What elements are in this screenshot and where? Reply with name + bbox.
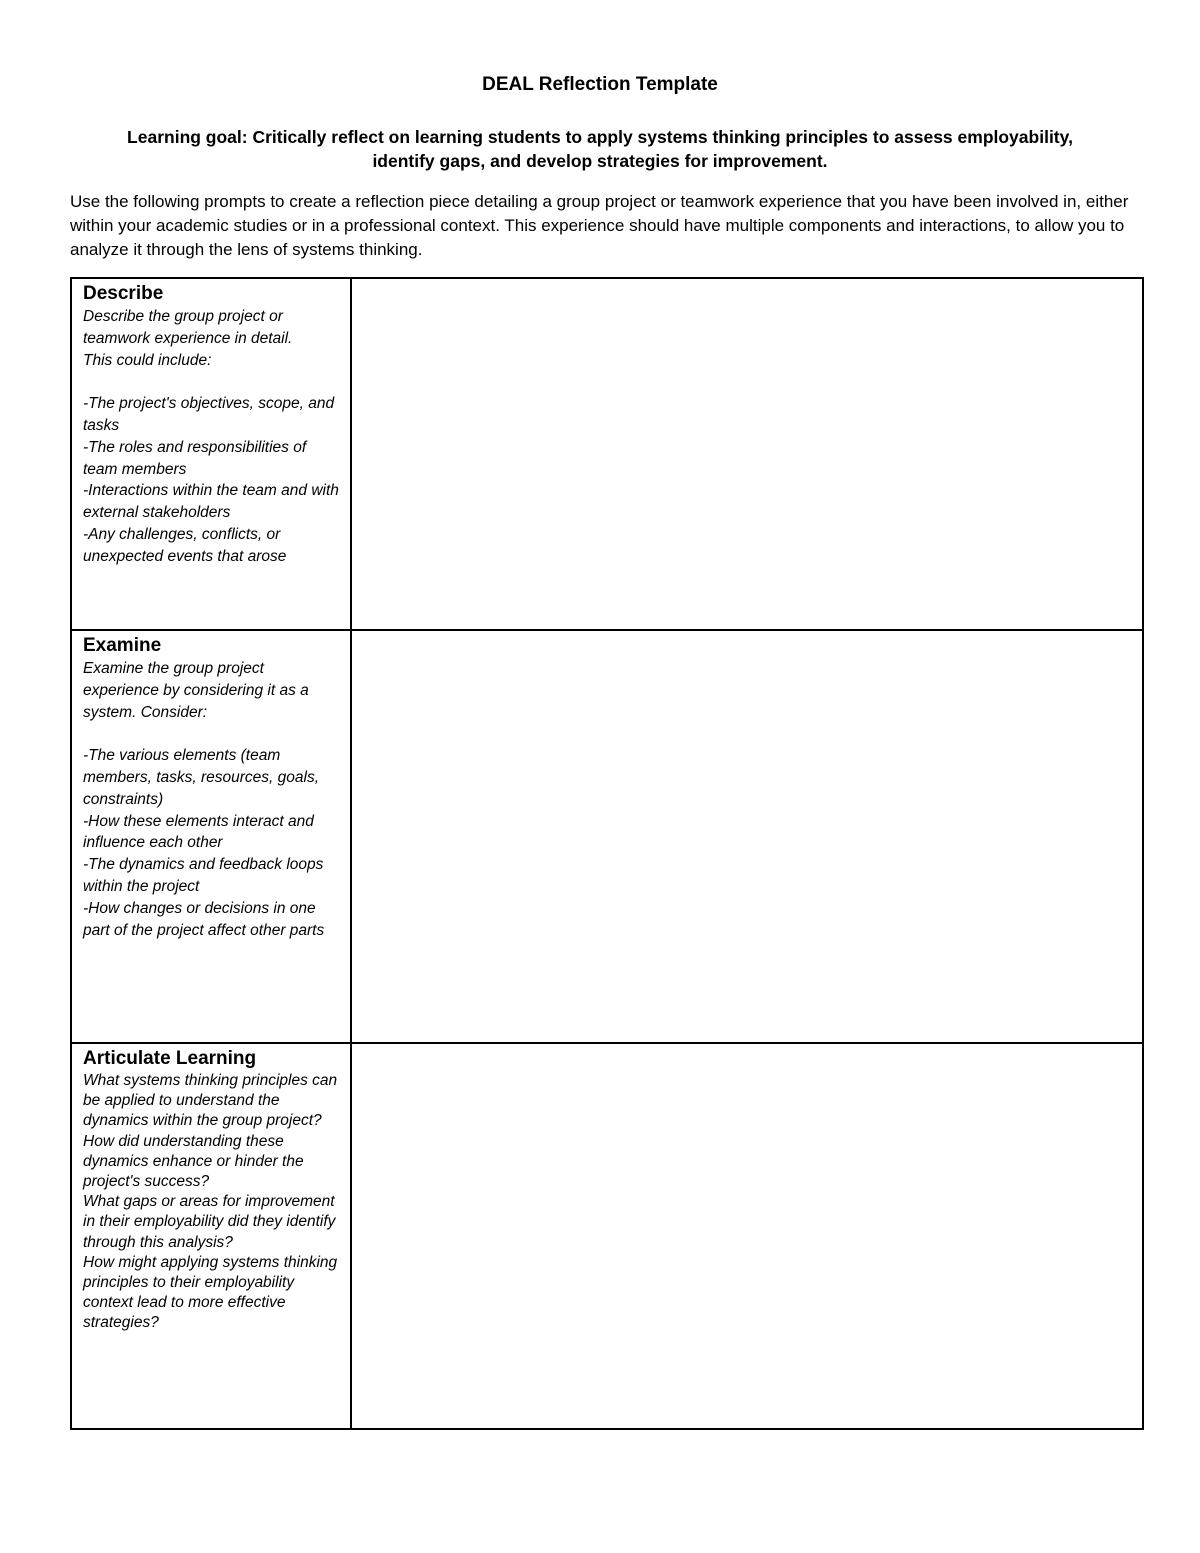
examine-intro-line: experience by considering it as a bbox=[83, 681, 309, 699]
articulate-question: How did understanding these dynamics enhance or hinder the project's success? bbox=[83, 1132, 304, 1191]
examine-prompt-cell bbox=[71, 630, 351, 1043]
examine-item: -The dynamics and feedback loops within the project bbox=[83, 856, 324, 895]
articulate-row bbox=[71, 1043, 1143, 1429]
examine-item: -The various elements (team members, tasks, resources, goals, constraints) bbox=[83, 747, 320, 808]
articulate-response-area[interactable] bbox=[351, 1043, 1143, 1429]
examine-prompt bbox=[83, 658, 342, 941]
examine-item: -How changes or decisions in one part of the project affect other parts bbox=[83, 899, 325, 939]
articulate-question: What gaps or areas for improvement in their employability did they identify through this analysis? bbox=[83, 1193, 336, 1251]
examine-item: -How these elements interact and influence each other bbox=[83, 812, 314, 852]
examine-row bbox=[71, 630, 1143, 1043]
describe-intro-line: teamwork experience in detail. bbox=[83, 329, 293, 347]
reflection-table bbox=[70, 277, 1144, 1430]
blank-line bbox=[83, 371, 342, 393]
articulate-question: What systems thinking principles can be applied to understand the dynamics within the group project? bbox=[83, 1072, 338, 1130]
examine-intro-line: system. Consider: bbox=[83, 703, 208, 721]
describe-item: -Any challenges, conflicts, or unexpected events that arose bbox=[83, 525, 287, 565]
blank-line bbox=[83, 723, 342, 745]
examine-response-area[interactable] bbox=[351, 630, 1143, 1043]
intro-paragraph: Use the following prompts to create a reflection piece detailing a group project or teamwork experience that you have been involved in, either within your academic studies or in a professional context. This experience should have multiple components and interactions, to allow you to analyze it through the lens of systems thinking. bbox=[70, 192, 1129, 259]
articulate-question: How might applying systems thinking principles to their employability context lead to more effective strategies? bbox=[83, 1253, 338, 1332]
document-title: DEAL Reflection Template bbox=[482, 74, 718, 95]
examine-heading: Examine bbox=[83, 635, 162, 656]
articulate-prompt bbox=[83, 1071, 342, 1334]
examine-intro-line: Examine the group project bbox=[83, 660, 264, 677]
articulate-prompt-cell bbox=[71, 1043, 351, 1429]
describe-intro-line: This could include: bbox=[83, 351, 212, 369]
describe-heading: Describe bbox=[83, 283, 164, 304]
learning-goal: Learning goal: Critically reflect on learning students to apply systems thinking principles to assess employability, identify gaps, and develop strategies for improvement. bbox=[127, 127, 1073, 171]
describe-item: -Interactions within the team and with external stakeholders bbox=[83, 482, 339, 522]
describe-response-area[interactable] bbox=[351, 278, 1143, 630]
describe-prompt-cell bbox=[71, 278, 351, 630]
describe-intro-line: Describe the group project or bbox=[83, 308, 283, 325]
describe-row bbox=[71, 278, 1143, 630]
articulate-heading: Articulate Learning bbox=[83, 1048, 257, 1069]
describe-item: -The project's objectives, scope, and tasks bbox=[83, 395, 335, 434]
describe-item: -The roles and responsibilities of team members bbox=[83, 438, 307, 478]
describe-prompt bbox=[83, 306, 342, 568]
